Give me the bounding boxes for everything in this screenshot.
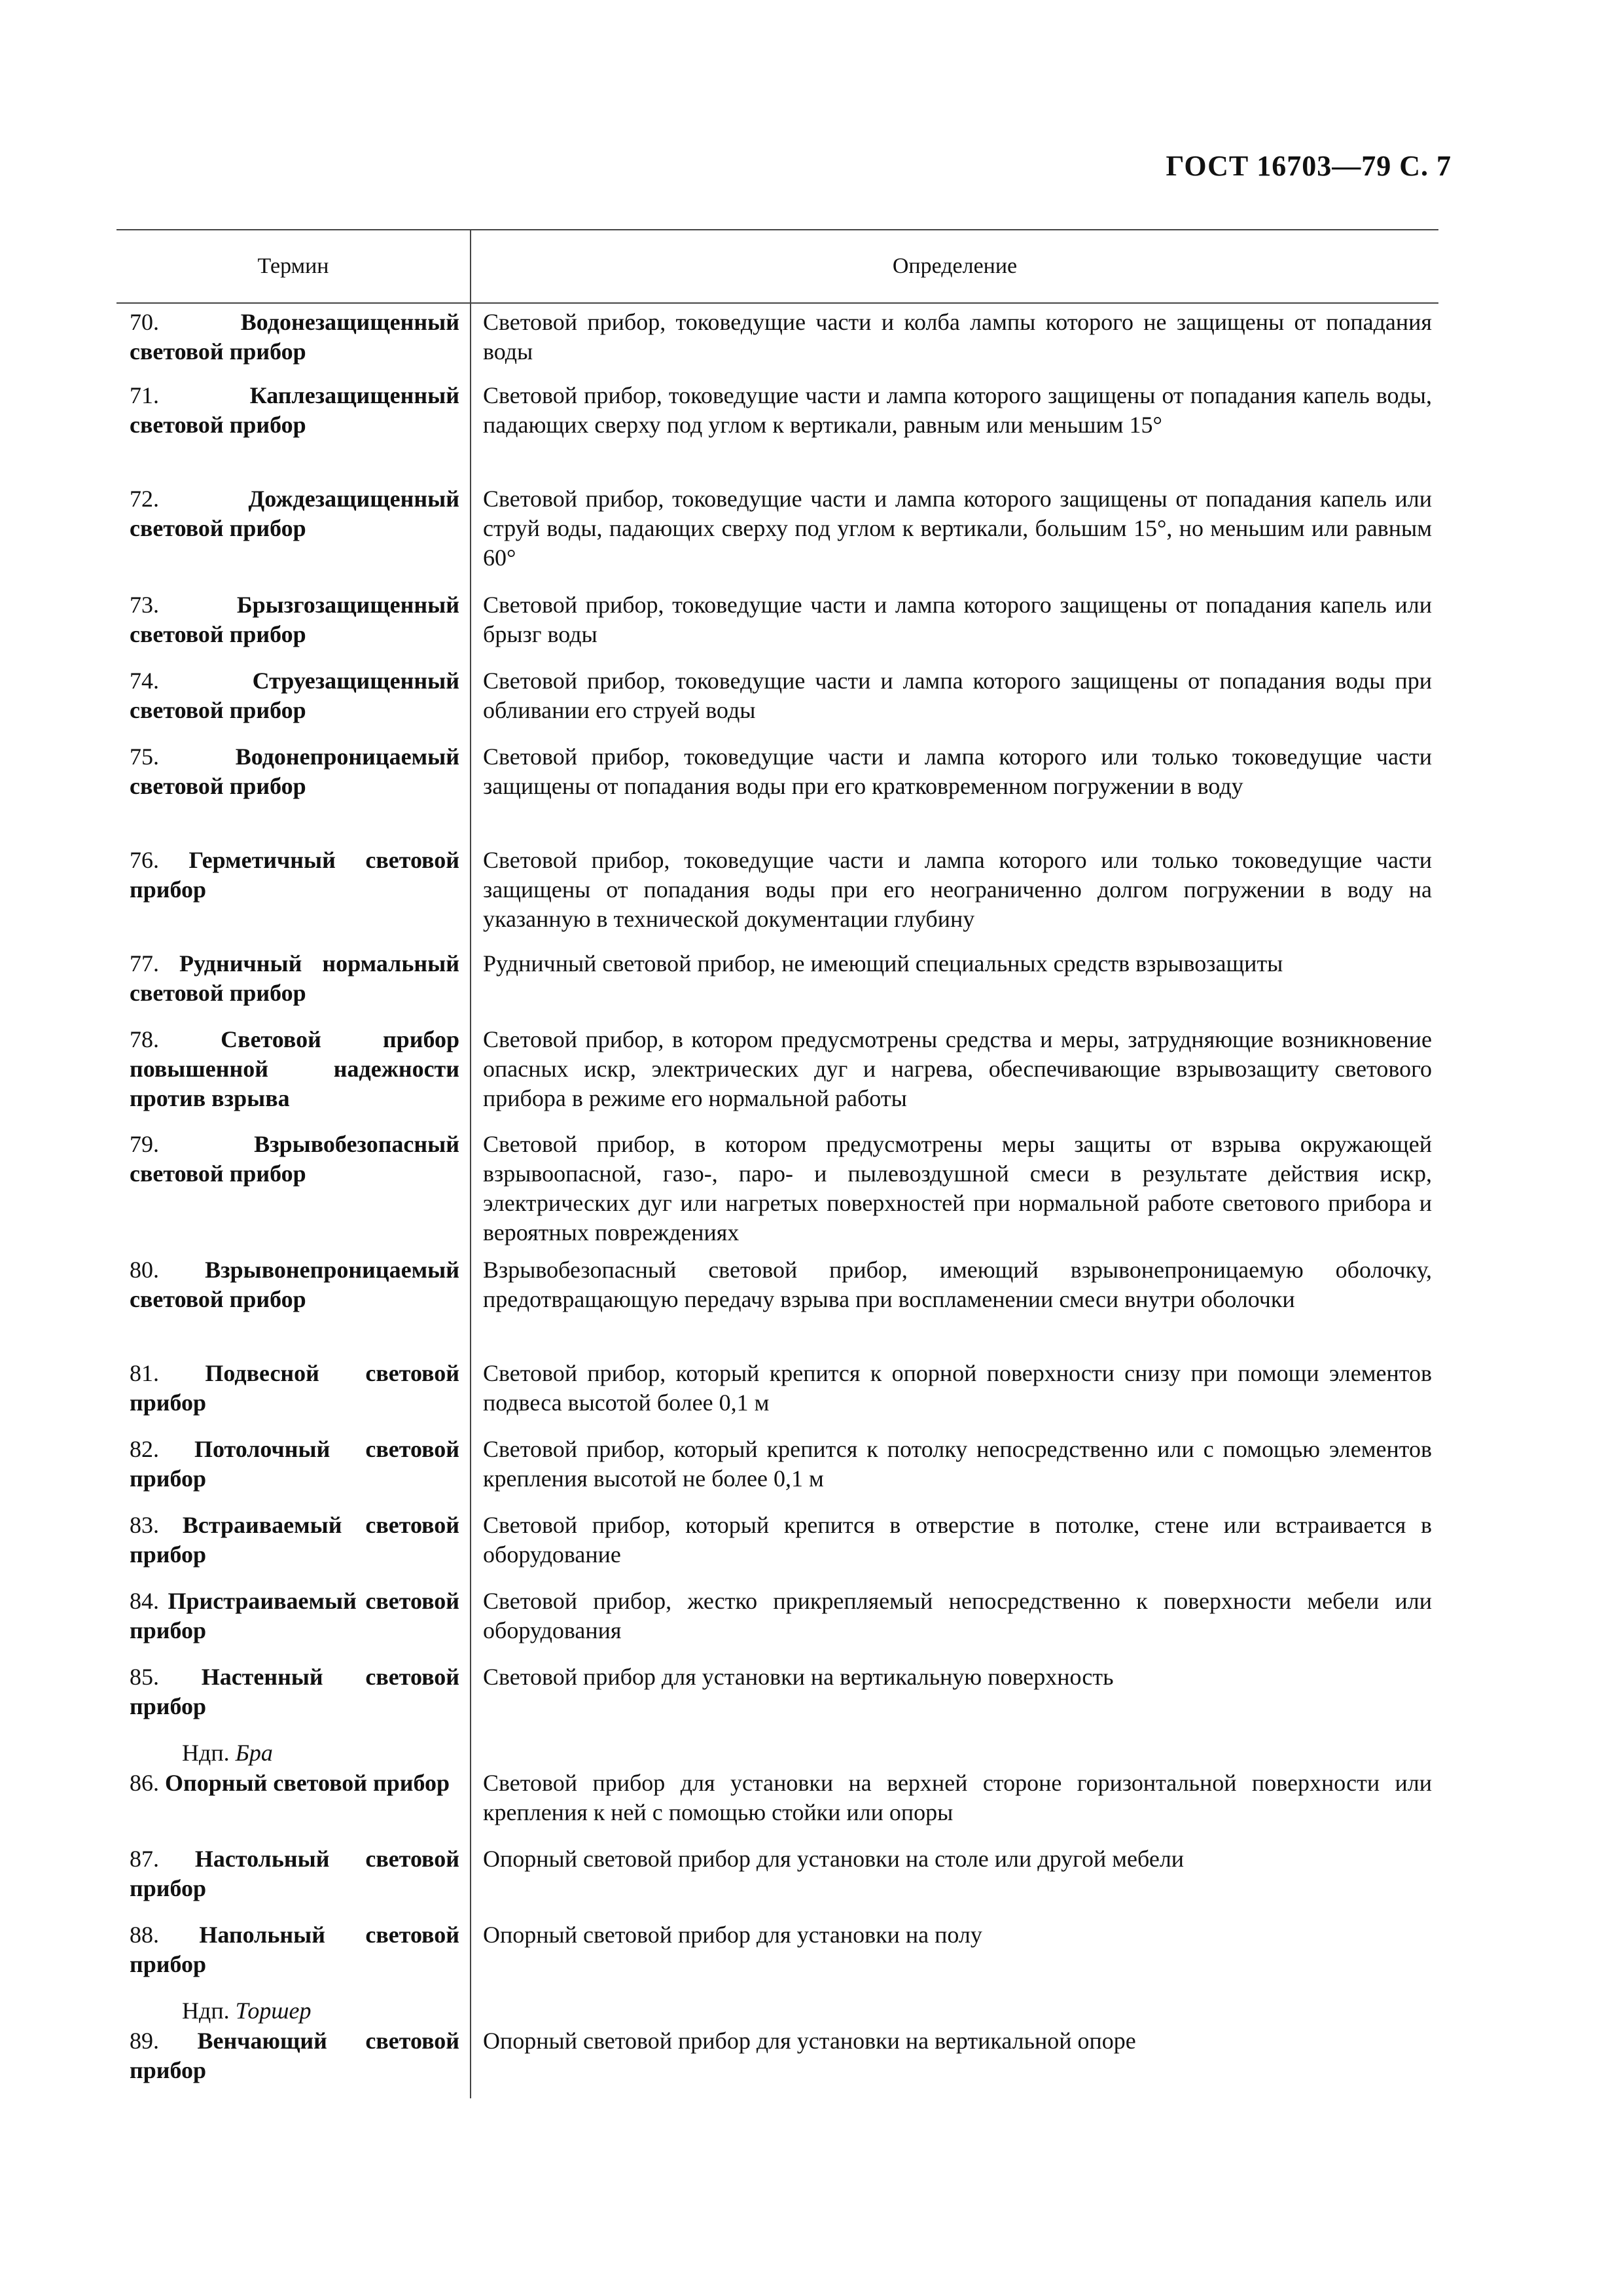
term-name: Напольный световой прибор xyxy=(130,1922,459,1977)
term-number: 75. xyxy=(130,744,159,770)
definition-cell xyxy=(470,586,1438,662)
definition-text: Взрывобезопасный световой прибор, имеющий взрывонепроницаемую оболочку, предотвращающую передачу взрыва при воспламенении смеси внутри оболочки xyxy=(483,1257,1432,1312)
definition-text: Световой прибор, токоведущие части и лампа которого защищены от попадания капель воды, падающих сверху под углом к вертикали, равным или меньшим 15° xyxy=(483,382,1432,438)
table-row xyxy=(116,1507,1438,1583)
table-row xyxy=(116,377,1438,480)
definition-cell xyxy=(470,1916,1438,1992)
table-header xyxy=(116,229,1438,304)
table-body xyxy=(116,304,1438,2098)
term-cell xyxy=(116,1355,470,1431)
term-cell xyxy=(116,1583,470,1659)
column-header-term: Термин xyxy=(116,230,471,302)
term-cell xyxy=(116,1021,470,1126)
table-row xyxy=(116,1840,1438,1916)
definition-cell xyxy=(470,377,1438,480)
definition-cell xyxy=(470,480,1438,586)
page-header: ГОСТ 16703—79 С. 7 xyxy=(1166,150,1452,182)
term-name: Опорный световой прибор xyxy=(165,1770,450,1796)
term-cell xyxy=(116,662,470,738)
term-cell xyxy=(116,1126,470,1251)
table-row xyxy=(116,1355,1438,1431)
term-cell xyxy=(116,377,470,480)
term-cell xyxy=(116,1251,470,1355)
table-row xyxy=(116,1251,1438,1355)
ndp-label: Ндп. xyxy=(182,1998,230,2024)
term-name: Настольный световой прибор xyxy=(130,1846,459,1901)
definition-text: Световой прибор, в котором предусмотрены средства и меры, затрудняющие возникновение опасных искр, электрических дуг и нагрева, обеспечивающие взрывозащиту светового прибора в режиме его нормальной работы xyxy=(483,1026,1432,1111)
table-row xyxy=(116,1021,1438,1126)
term-name: Дождезащищенный световой прибор xyxy=(130,486,459,541)
terms-table xyxy=(116,229,1438,2098)
term-number: 74. xyxy=(130,668,159,694)
term-cell xyxy=(116,1507,470,1583)
term-number: 71. xyxy=(130,382,159,408)
definition-cell xyxy=(470,1734,1438,1765)
term-cell xyxy=(116,1765,470,1840)
definition-cell xyxy=(470,1765,1438,1840)
term-cell xyxy=(116,586,470,662)
ndp-term: Торшер xyxy=(235,1998,312,2024)
term-name: Венчающий световой прибор xyxy=(130,2028,459,2083)
table-row-ndp xyxy=(116,1734,1438,1765)
definition-cell xyxy=(470,2022,1438,2098)
term-number: 78. xyxy=(130,1026,159,1052)
term-cell xyxy=(116,1734,470,1765)
term-cell xyxy=(116,1431,470,1507)
table-row-ndp xyxy=(116,1992,1438,2022)
definition-cell xyxy=(470,738,1438,842)
table-row xyxy=(116,304,1438,377)
term-name: Брызгозащищенный световой прибор xyxy=(130,592,459,647)
term-name: Водонепроницаемый световой прибор xyxy=(130,744,459,799)
definition-text: Световой прибор для установки на вертикальную поверхность xyxy=(483,1664,1114,1690)
term-name: Световой прибор повышенной надежности против взрыва xyxy=(130,1026,459,1111)
definition-text: Световой прибор, токоведущие части и лампа которого защищены от попадания капель или брызг воды xyxy=(483,592,1432,647)
ndp-term: Бра xyxy=(235,1740,273,1766)
definition-text: Световой прибор, в котором предусмотрены меры защиты от взрыва окружающей взрывоопасной, газо-, паро- и пылевоздушной смеси в результате действия искр, электрических дуг или нагретых поверхностей при нормальной работе светового прибора и вероятных повреждениях xyxy=(483,1131,1432,1246)
term-number: 79. xyxy=(130,1131,159,1157)
term-name: Потолочный световой прибор xyxy=(130,1436,459,1492)
term-cell xyxy=(116,480,470,586)
term-number: 77. xyxy=(130,950,159,977)
table-row xyxy=(116,1431,1438,1507)
definition-text: Световой прибор для установки на верхней стороне горизонтальной поверхности или крепления к ней с помощью стойки или опоры xyxy=(483,1770,1432,1825)
definition-cell xyxy=(470,945,1438,1021)
term-cell xyxy=(116,842,470,945)
term-number: 76. xyxy=(130,847,159,873)
definition-cell xyxy=(470,1659,1438,1734)
table-row xyxy=(116,1583,1438,1659)
term-name: Взрывонепроницаемый световой прибор xyxy=(130,1257,459,1312)
definition-cell xyxy=(470,304,1438,377)
term-name: Подвесной световой прибор xyxy=(130,1360,459,1416)
table-row xyxy=(116,662,1438,738)
definition-text: Световой прибор, токоведущие части и колба лампы которого не защищены от попадания воды xyxy=(483,309,1432,365)
definition-cell xyxy=(470,1992,1438,2022)
term-cell xyxy=(116,2022,470,2098)
term-cell xyxy=(116,1916,470,1992)
definition-cell xyxy=(470,1507,1438,1583)
definition-cell xyxy=(470,1840,1438,1916)
ndp-label: Ндп. xyxy=(182,1740,230,1766)
term-name: Струезащищенный световой прибор xyxy=(130,668,459,723)
term-number: 86. xyxy=(130,1770,159,1796)
term-name: Пристраиваемый световой прибор xyxy=(130,1588,459,1643)
term-name: Герметичный световой прибор xyxy=(130,847,459,903)
term-number: 83. xyxy=(130,1512,159,1538)
definition-cell xyxy=(470,1126,1438,1251)
definition-text: Световой прибор, жестко прикрепляемый непосредственно к поверхности мебели или оборудования xyxy=(483,1588,1432,1643)
definition-cell xyxy=(470,662,1438,738)
term-cell xyxy=(116,945,470,1021)
table-row xyxy=(116,586,1438,662)
term-cell xyxy=(116,1659,470,1734)
definition-cell xyxy=(470,1251,1438,1355)
term-name: Взрывобезопасный световой прибор xyxy=(130,1131,459,1187)
definition-text: Световой прибор, токоведущие части и лампа которого защищены от попадания воды при обливании его струей воды xyxy=(483,668,1432,723)
definition-text: Опорный световой прибор для установки на полу xyxy=(483,1922,982,1948)
term-number: 89. xyxy=(130,2028,159,2054)
term-number: 70. xyxy=(130,309,159,335)
term-number: 85. xyxy=(130,1664,159,1690)
term-number: 81. xyxy=(130,1360,159,1386)
table-row xyxy=(116,480,1438,586)
table-row xyxy=(116,1659,1438,1734)
term-cell xyxy=(116,1992,470,2022)
term-name: Водонезащищенный световой прибор xyxy=(130,309,459,365)
definition-text: Световой прибор, который крепится к опорной поверхности снизу при помощи элементов подвеса высотой более 0,1 м xyxy=(483,1360,1432,1416)
table-row xyxy=(116,842,1438,945)
term-number: 80. xyxy=(130,1257,159,1283)
term-number: 88. xyxy=(130,1922,159,1948)
term-name: Встраиваемый световой прибор xyxy=(130,1512,459,1568)
column-header-definition: Определение xyxy=(892,254,1018,278)
definition-cell xyxy=(470,1583,1438,1659)
table-row xyxy=(116,1126,1438,1251)
term-cell xyxy=(116,1840,470,1916)
term-number: 84. xyxy=(130,1588,159,1614)
term-number: 73. xyxy=(130,592,159,618)
table-row xyxy=(116,1765,1438,1840)
definition-text: Опорный световой прибор для установки на вертикальной опоре xyxy=(483,2028,1136,2054)
table-row xyxy=(116,1916,1438,1992)
definition-text: Опорный световой прибор для установки на столе или другой мебели xyxy=(483,1846,1185,1872)
definition-cell xyxy=(470,842,1438,945)
term-number: 87. xyxy=(130,1846,159,1872)
definition-text: Рудничный световой прибор, не имеющий специальных средств взрывозащиты xyxy=(483,950,1283,977)
table-row xyxy=(116,2022,1438,2098)
term-cell xyxy=(116,304,470,377)
term-cell xyxy=(116,738,470,842)
definition-cell xyxy=(470,1021,1438,1126)
term-name: Рудничный нормальный световой прибор xyxy=(130,950,460,1006)
table-row xyxy=(116,945,1438,1021)
definition-cell xyxy=(470,1355,1438,1431)
definition-text: Световой прибор, который крепится в отверстие в потолке, стене или встраивается в оборудование xyxy=(483,1512,1432,1568)
definition-text: Световой прибор, токоведущие части и лампа которого или только токоведущие части защищены от попадания воды при его неограниченно долгом погружении в воду на указанную в технической документации глубину xyxy=(483,847,1432,932)
definition-text: Световой прибор, который крепится к потолку непосредственно или с помощью элементов крепления высотой не более 0,1 м xyxy=(483,1436,1432,1492)
term-number: 72. xyxy=(130,486,159,512)
term-name: Настенный световой прибор xyxy=(130,1664,459,1719)
definition-cell xyxy=(470,1431,1438,1507)
definition-text: Световой прибор, токоведущие части и лампа которого или только токоведущие части защищены от попадания воды при его кратковременном погружении в воду xyxy=(483,744,1432,799)
table-row xyxy=(116,738,1438,842)
term-number: 82. xyxy=(130,1436,159,1462)
term-name: Каплезащищенный световой прибор xyxy=(130,382,459,438)
definition-text: Световой прибор, токоведущие части и лампа которого защищены от попадания капель или струй воды, падающих сверху под углом к вертикали, большим 15°, но меньшим или равным 60° xyxy=(483,486,1432,571)
